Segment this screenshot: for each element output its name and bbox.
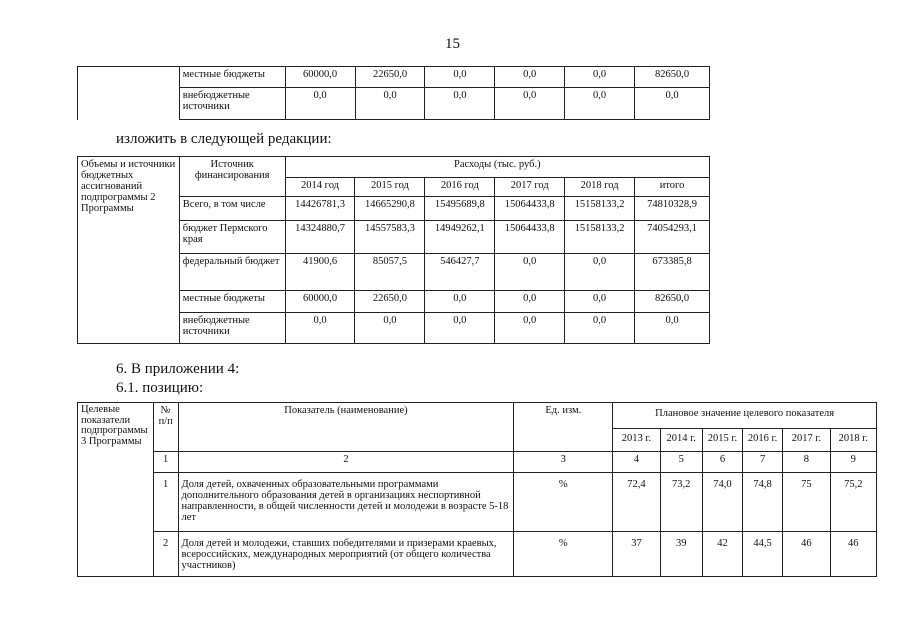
year-header: 2017 год [495, 178, 565, 197]
value-cell: 14324880,7 [285, 221, 355, 254]
value-cell: 0,0 [495, 291, 565, 313]
value-cell: 14665290,8 [355, 197, 425, 221]
value-cell: 0,0 [495, 67, 565, 88]
value-cell: 0,0 [495, 313, 565, 344]
value-cell: 0,0 [565, 291, 635, 313]
column-number: 6 [702, 452, 742, 473]
value-cell: 74,8 [743, 473, 783, 532]
value-cell: 44,5 [743, 532, 783, 577]
value-cell: 60000,0 [285, 67, 355, 88]
year-header: 2016 год [425, 178, 495, 197]
row-label: внебюджетные источники [179, 313, 285, 344]
table-row [78, 67, 710, 88]
indicator-name: Доля детей, охваченных образовательными программами дополнительного образования детей в организациях неспортивной направленности, в общей численности детей и молодежи в возрасте 5-18 лет [178, 473, 514, 532]
value-cell: 14557583,3 [355, 221, 425, 254]
section-heading: 6. В приложении 4: [116, 361, 240, 377]
row-label: внебюджетные источники [179, 88, 285, 120]
value-cell: 22650,0 [355, 291, 425, 313]
value-cell: 0,0 [495, 88, 565, 120]
year-header: итого [635, 178, 710, 197]
instruction-text: изложить в следующей редакции: [116, 131, 332, 147]
indicator-header: Показатель (наименование) [178, 403, 514, 452]
row-header: Целевые показатели подпрограммы 3 Программы [78, 403, 154, 577]
table-row [78, 452, 877, 473]
unit-header: Ед. изм. [514, 403, 613, 452]
year-header: 2017 г. [783, 429, 830, 452]
year-header: 2015 г. [702, 429, 742, 452]
value-cell: 60000,0 [285, 291, 355, 313]
year-header: 2018 год [565, 178, 635, 197]
value-cell: 0,0 [565, 88, 635, 120]
value-cell: 42 [702, 532, 742, 577]
value-cell: 72,4 [613, 473, 660, 532]
year-header: 2014 год [285, 178, 355, 197]
year-header: 2018 г. [830, 429, 876, 452]
planned-value-header: Плановое значение целевого показателя [613, 403, 877, 429]
table-row [78, 473, 877, 532]
value-cell: 82650,0 [635, 291, 710, 313]
value-cell: 75,2 [830, 473, 876, 532]
column-number: 2 [178, 452, 514, 473]
source-header: Источник финансирования [179, 157, 285, 197]
page-number: 15 [445, 36, 460, 52]
value-cell: 74054293,1 [635, 221, 710, 254]
value-cell: 0,0 [425, 88, 495, 120]
value-cell: 15064433,8 [495, 197, 565, 221]
row-label: Всего, в том числе [179, 197, 285, 221]
row-label: бюджет Пермского края [179, 221, 285, 254]
row-label: местные бюджеты [179, 291, 285, 313]
value-cell: 74,0 [702, 473, 742, 532]
year-header: 2016 г. [743, 429, 783, 452]
column-number: 7 [743, 452, 783, 473]
value-cell: 0,0 [495, 254, 565, 291]
column-number: 9 [830, 452, 876, 473]
value-cell: 546427,7 [425, 254, 495, 291]
value-cell: 0,0 [355, 313, 425, 344]
value-cell: 0,0 [635, 313, 710, 344]
value-cell: 46 [783, 532, 830, 577]
value-cell: 15064433,8 [495, 221, 565, 254]
value-cell: 0,0 [285, 88, 355, 120]
column-number: 1 [153, 452, 178, 473]
value-cell: 0,0 [635, 88, 710, 120]
year-header: 2013 г. [613, 429, 660, 452]
value-cell: 46 [830, 532, 876, 577]
number-header: № п/п [153, 403, 178, 452]
row-number: 2 [153, 532, 178, 577]
value-cell: 39 [660, 532, 702, 577]
value-cell: 82650,0 [635, 67, 710, 88]
budget-table [77, 156, 710, 344]
value-cell: 75 [783, 473, 830, 532]
expenses-header: Расходы (тыс. руб.) [285, 157, 709, 178]
value-cell: 14949262,1 [425, 221, 495, 254]
value-cell: 14426781,3 [285, 197, 355, 221]
column-number: 8 [783, 452, 830, 473]
column-number: 4 [613, 452, 660, 473]
value-cell: 0,0 [425, 313, 495, 344]
year-header: 2014 г. [660, 429, 702, 452]
table-row [78, 532, 877, 577]
column-number: 3 [514, 452, 613, 473]
value-cell: 41900,6 [285, 254, 355, 291]
value-cell: 0,0 [285, 313, 355, 344]
value-cell: 0,0 [565, 313, 635, 344]
value-cell: 22650,0 [355, 67, 425, 88]
value-cell: 73,2 [660, 473, 702, 532]
row-label: федеральный бюджет [179, 254, 285, 291]
value-cell: 15158133,2 [565, 221, 635, 254]
unit-cell: % [514, 532, 613, 577]
value-cell: 85057,5 [355, 254, 425, 291]
value-cell: 0,0 [425, 291, 495, 313]
continued-budget-table [77, 66, 710, 120]
subsection-heading: 6.1. позицию: [116, 380, 204, 396]
unit-cell: % [514, 473, 613, 532]
value-cell: 74810328,9 [635, 197, 710, 221]
value-cell: 15495689,8 [425, 197, 495, 221]
row-header: Объемы и источники бюджетных ассигнований подпрограммы 2 Программы [78, 157, 180, 344]
row-label: местные бюджеты [179, 67, 285, 88]
value-cell: 15158133,2 [565, 197, 635, 221]
column-number: 5 [660, 452, 702, 473]
value-cell: 37 [613, 532, 660, 577]
row-number: 1 [153, 473, 178, 532]
value-cell: 673385,8 [635, 254, 710, 291]
indicators-table [77, 402, 877, 577]
value-cell: 0,0 [565, 254, 635, 291]
year-header: 2015 год [355, 178, 425, 197]
value-cell: 0,0 [565, 67, 635, 88]
empty-cell [78, 67, 180, 120]
value-cell: 0,0 [355, 88, 425, 120]
indicator-name: Доля детей и молодежи, ставших победителями и призерами краевых, всероссийских, международных мероприятий (от общего количества участников) [178, 532, 514, 577]
value-cell: 0,0 [425, 67, 495, 88]
